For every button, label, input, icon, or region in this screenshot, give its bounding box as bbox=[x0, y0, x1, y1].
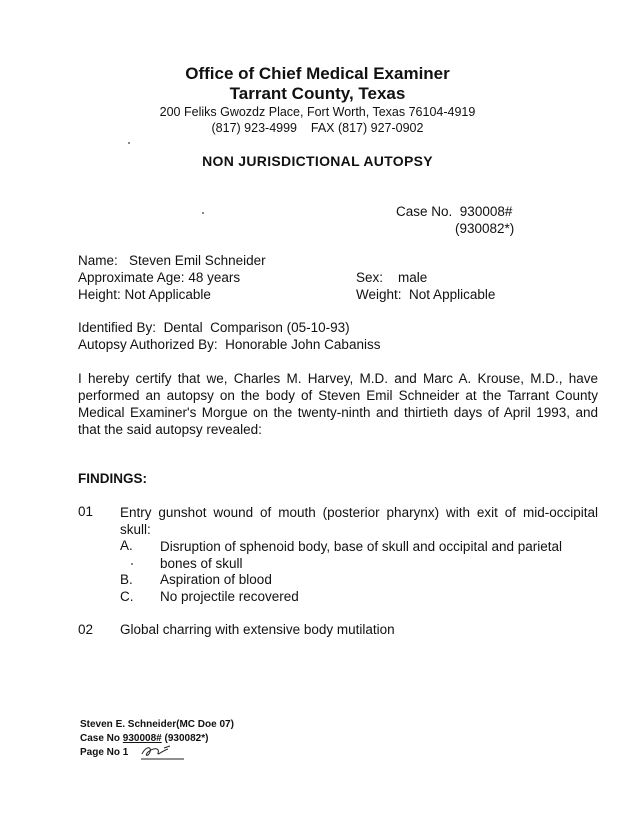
scan-speck bbox=[202, 212, 204, 214]
subfinding-letter: C. bbox=[120, 589, 134, 604]
case-value: 930008# bbox=[459, 204, 513, 219]
authorized-label: Autopsy Authorized By: bbox=[78, 337, 218, 352]
subfinding-letter: B. bbox=[120, 572, 133, 587]
office-title: Office of Chief Medical Examiner bbox=[185, 64, 450, 83]
authorized-value: Honorable John Cabaniss bbox=[225, 337, 381, 352]
scan-speck bbox=[128, 142, 130, 144]
case-number bbox=[396, 204, 512, 219]
finding-number: 02 bbox=[78, 622, 94, 637]
certification-paragraph: I hereby certify that we, Charles M. Harvey, M.D. and Marc A. Krouse, M.D., have performed an autopsy on the body of Steven Emil Schneider at the Tarrant County Medical Examiner's Morgue on the twenty-ninth and thirtieth days of April 1993, and that the said autopsy revealed: bbox=[78, 371, 598, 437]
office-address: 200 Feliks Gwozdz Place, Fort Worth, Texas 76104-4919 bbox=[159, 105, 476, 119]
footer-page: Page No 1 bbox=[80, 747, 129, 758]
finding-number: 01 bbox=[78, 504, 94, 519]
subject-sex bbox=[356, 270, 427, 285]
subfinding-text: Aspiration of blood bbox=[160, 572, 272, 587]
weight-label: Weight: bbox=[356, 287, 402, 302]
finding-text: Global charring with extensive body mutilation bbox=[120, 622, 395, 637]
authorized-by bbox=[78, 337, 380, 352]
name-label: Name: bbox=[78, 253, 118, 268]
footer-case-prefix: Case No bbox=[80, 733, 123, 744]
case-alt-number: (930082*) bbox=[455, 221, 515, 236]
subfinding-text: No projectile recovered bbox=[160, 589, 299, 604]
identified-value: Dental Comparison (05-10-93) bbox=[163, 320, 350, 335]
identified-by bbox=[78, 320, 350, 335]
age-label: Approximate Age: bbox=[78, 270, 185, 285]
subject-age bbox=[78, 270, 240, 285]
subject-height bbox=[78, 287, 211, 302]
subject-weight bbox=[356, 287, 495, 302]
office-phone: (817) 923-4999 FAX (817) 927-0902 bbox=[211, 121, 424, 135]
county-title: Tarrant County, Texas bbox=[229, 84, 406, 103]
sex-value: male bbox=[398, 270, 428, 285]
finding-text: Entry gunshot wound of mouth (posterior pharynx) with exit of mid-occipital skull: bbox=[120, 505, 598, 537]
footer-subject: Steven E. Schneider(MC Doe 07) bbox=[80, 719, 234, 730]
sex-label: Sex: bbox=[356, 270, 384, 285]
case-label: Case No. bbox=[396, 204, 453, 219]
scan-speck bbox=[131, 563, 133, 565]
subject-name bbox=[78, 253, 266, 268]
weight-value: Not Applicable bbox=[409, 287, 496, 302]
handwritten-initials bbox=[138, 742, 188, 762]
height-value: Not Applicable bbox=[124, 287, 211, 302]
age-value: 48 years bbox=[188, 270, 241, 285]
identified-label: Identified By: bbox=[78, 320, 157, 335]
subfinding-text: Disruption of sphenoid body, base of skull and occipital and parietal bones of skull bbox=[160, 539, 563, 571]
footer-case-suffix: (930082*) bbox=[161, 733, 209, 744]
findings-heading: FINDINGS: bbox=[78, 471, 147, 486]
footer-case-value: 930008# bbox=[122, 733, 162, 744]
name-value: Steven Emil Schneider bbox=[129, 253, 266, 268]
document-type: NON JURISDICTIONAL AUTOPSY bbox=[202, 153, 433, 169]
subfinding-letter: A. bbox=[120, 538, 133, 553]
height-label: Height: bbox=[78, 287, 121, 302]
